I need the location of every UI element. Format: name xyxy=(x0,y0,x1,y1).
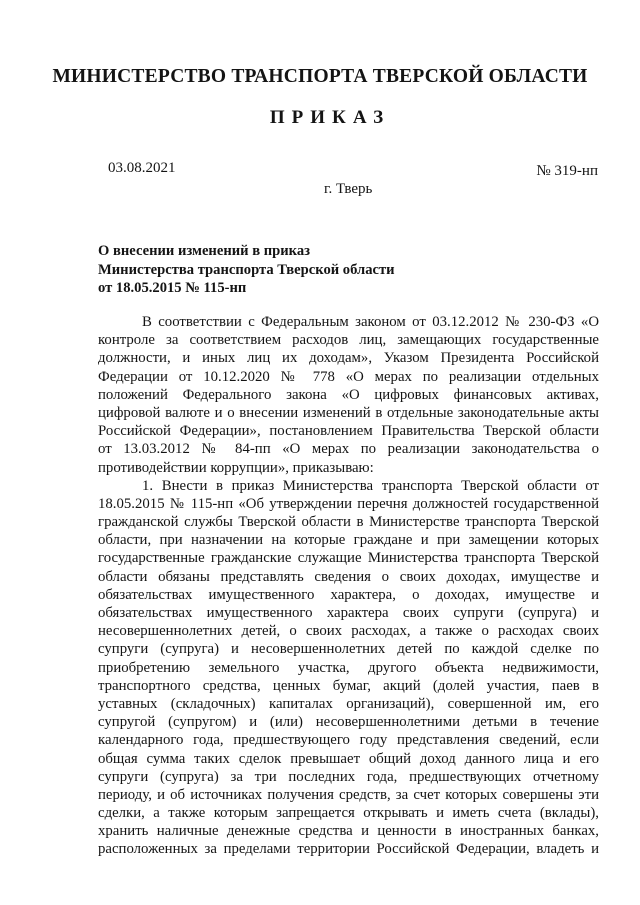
body-line: государственные гражданские служащие Министерства транспорта Тверской xyxy=(98,550,599,567)
subject-line: Министерства транспорта Тверской области xyxy=(98,261,395,278)
body-line: противодействии коррупции», приказываю: xyxy=(98,459,374,476)
body-line: транспортного средства, ценных бумаг, акций (долей участия, паев в xyxy=(98,677,599,694)
body-line: супруги (супруга) и несовершеннолетних детей по каждой сделке по xyxy=(98,641,599,658)
body-line: Российской Федерации», постановлением Правительства Тверской области xyxy=(98,423,599,440)
order-city: г. Тверь xyxy=(324,181,373,197)
paragraph-preamble xyxy=(98,313,599,477)
subject-line: О внесении изменений в приказ xyxy=(98,243,311,259)
body-line: области, при назначении на которые граждане и при замещении которых xyxy=(98,532,599,549)
subject-line: от 18.05.2015 № 115-нп xyxy=(98,280,247,296)
body-line: положений Федерального закона «О цифровых финансовых активах, xyxy=(98,386,599,403)
body-line: 1. Внести в приказ Министерства транспорта Тверской области от xyxy=(142,477,599,494)
body-line: Федерации от 10.12.2020 № 778 «О мерах по реализации отдельных xyxy=(98,368,599,385)
document-type-title: ПРИКАЗ xyxy=(269,107,391,128)
body-line: периоду, и об источниках получения средств, за счет которых совершены эти xyxy=(98,786,599,803)
body-line: приобретению земельного участка, другого объекта недвижимости, xyxy=(98,659,599,676)
body-line: должности, и иных лиц их доходам», Указом Президента Российской xyxy=(98,350,599,367)
body-line: календарного года, предшествующего году представления сведений, если xyxy=(98,732,599,749)
body-line: расположенных за пределами территории Российской Федерации, владеть и xyxy=(98,841,599,858)
body-line: В соответствии с Федеральным законом от 03.12.2012 № 230-ФЗ «О xyxy=(142,314,599,330)
body-line: цифровой валюте и о внесении изменений в отдельные законодательные акты xyxy=(98,404,599,421)
body-line: области обязаны представлять сведения о своих доходах, имуществе и xyxy=(98,568,599,585)
body-line: гражданской службы Тверской области в Министерстве транспорта Тверской xyxy=(98,514,599,531)
body-line: хранить наличные денежные средства и ценности в иностранных банках, xyxy=(98,823,599,840)
body-line: обязательствах имущественного характера, о доходах, имуществе и xyxy=(98,586,599,603)
body-line: несовершеннолетних детей, о своих расходах, а также о расходах своих xyxy=(98,623,599,640)
body-line: контроле за соответствием расходов лиц, замещающих государственные xyxy=(98,332,599,349)
order-body xyxy=(98,313,599,859)
body-line: супругой (супругом) и (или) несовершеннолетними детьми в течение xyxy=(98,714,599,731)
order-number: № 319-нп xyxy=(536,163,598,179)
ministry-heading: МИНИСТЕРСТВО ТРАНСПОРТА ТВЕРСКОЙ ОБЛАСТИ xyxy=(52,66,588,87)
body-line: обязательствах имущественного характера своих супруги (супруга) и xyxy=(98,605,599,621)
paragraph-item-1 xyxy=(98,477,599,859)
order-date: 03.08.2021 xyxy=(108,160,176,176)
body-line: супруги (супруга) за три последних года, предшествующих отчетному xyxy=(98,768,599,785)
body-line: от 13.03.2012 № 84-пп «О мерах по реализации законодательства о xyxy=(98,441,599,458)
body-line: сделки, а также которым запрещается открывать и иметь счета (вклады), xyxy=(98,805,599,822)
body-line: уставных (складочных) капиталах организаций), совершенной им, его xyxy=(98,695,599,712)
order-subject xyxy=(98,242,518,298)
body-line: 18.05.2015 № 115-нп «Об утверждении перечня должностей государственной xyxy=(98,495,599,512)
body-line: общая сумма таких сделок превышает общий доход данного лица и его xyxy=(98,750,599,767)
